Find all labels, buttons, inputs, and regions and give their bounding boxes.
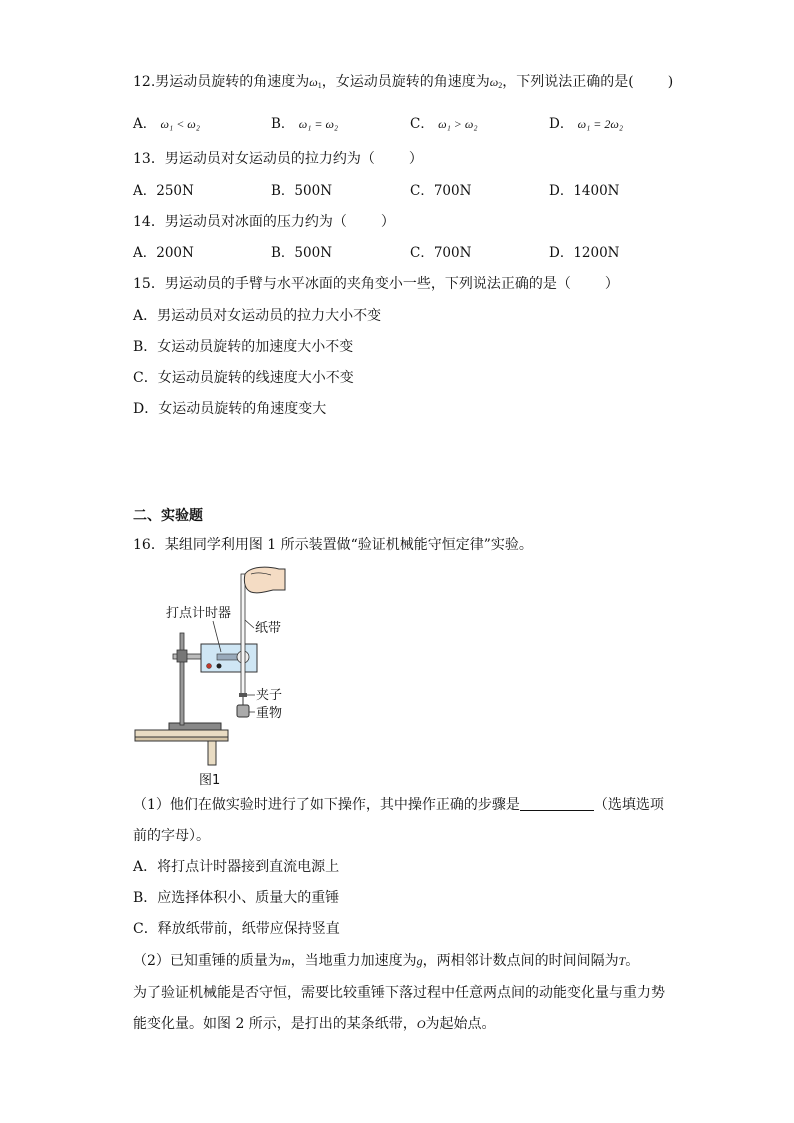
q12-option-a[interactable]: A． ω₁ < ω₂ <box>133 116 200 132</box>
clamp-boss <box>177 650 187 662</box>
q12-option-b[interactable]: B． ω₁ = ω₂ <box>271 116 339 132</box>
weight <box>237 705 249 717</box>
q16-part1-cont: 前的字母）。 <box>133 828 210 844</box>
q16-part1: （1）他们在做实验时进行了如下操作，其中操作正确的步骤是 （选填选项 <box>133 797 664 813</box>
q16-part2-line2: 为了验证机械能是否守恒，需要比较重锤下落过程中任意两点间的动能变化量与重力势 <box>133 985 665 1001</box>
q16-part2-line3: 能变化量。如图 2 所示，是打出的某条纸带，O为起始点。 <box>133 1016 496 1032</box>
q16-option-c[interactable]: C．释放纸带前，纸带应保持竖直 <box>133 921 340 937</box>
label-weight: 重物 <box>256 706 283 721</box>
stand-base <box>169 723 221 730</box>
label-clip: 夹子 <box>256 688 283 703</box>
q12-option-c[interactable]: C． ω₁ > ω₂ <box>410 116 478 132</box>
q16-part2: （2）已知重锤的质量为m，当地重力加速度为g，两相邻计数点间的时间间隔为T。 <box>133 953 640 969</box>
apparatus-figure <box>133 560 303 790</box>
q13-option-a[interactable]: A．250N <box>133 183 194 199</box>
stand-rod <box>180 633 184 725</box>
paper-tape <box>241 574 245 694</box>
label-tape: 纸带 <box>255 621 282 636</box>
figure-caption: 图1 <box>199 773 221 788</box>
q14-option-c[interactable]: C．700N <box>410 245 472 261</box>
q15-option-a[interactable]: A．男运动员对女运动员的拉力大小不变 <box>133 308 382 324</box>
q13-stem: 13．男运动员对女运动员的拉力约为（ ） <box>133 151 423 167</box>
q14-stem: 14．男运动员对冰面的压力约为（ ） <box>133 214 395 230</box>
q12-stem: 12.男运动员旋转的角速度为$\omega_1$，女运动员旋转的角速度为$\omega_2$，下列说法正确的是( ) <box>133 74 674 90</box>
answer-blank[interactable] <box>520 796 594 811</box>
hand-icon <box>244 567 285 593</box>
q13-option-c[interactable]: C．700N <box>410 183 472 199</box>
q13-option-d[interactable]: D．1400N <box>549 183 620 199</box>
q16-option-b[interactable]: B．应选择体积小、质量大的重锤 <box>133 890 340 906</box>
q14-option-a[interactable]: A．200N <box>133 245 194 261</box>
q14-option-d[interactable]: D．1200N <box>549 245 620 261</box>
q16-stem: 16．某组同学利用图 1 所示装置做“验证机械能守恒定律”实验。 <box>133 537 533 553</box>
q15-option-d[interactable]: D．女运动员旋转的角速度变大 <box>133 401 327 417</box>
q14-option-b[interactable]: B．500N <box>271 245 333 261</box>
q13-option-b[interactable]: B．500N <box>271 183 333 199</box>
omega1-symbol: $\omega_1$ <box>309 75 322 90</box>
omega2-symbol: $\omega_2$ <box>489 75 503 90</box>
q16-option-a[interactable]: A．将打点计时器接到直流电源上 <box>133 859 340 875</box>
section-heading: 二、实验题 <box>133 508 203 524</box>
table-leg <box>208 741 216 765</box>
label-timer: 打点计时器 <box>166 606 232 621</box>
q15-option-c[interactable]: C．女运动员旋转的线速度大小不变 <box>133 370 354 386</box>
q15-option-b[interactable]: B．女运动员旋转的加速度大小不变 <box>133 339 354 355</box>
q15-stem: 15．男运动员的手臂与水平冰面的夹角变小一些，下列说法正确的是（ ） <box>133 276 619 292</box>
clip <box>239 693 247 697</box>
table-edge <box>135 737 228 741</box>
table-top <box>135 730 228 737</box>
q12-option-d[interactable]: D． ω₁ = 2ω₂ <box>549 116 624 132</box>
